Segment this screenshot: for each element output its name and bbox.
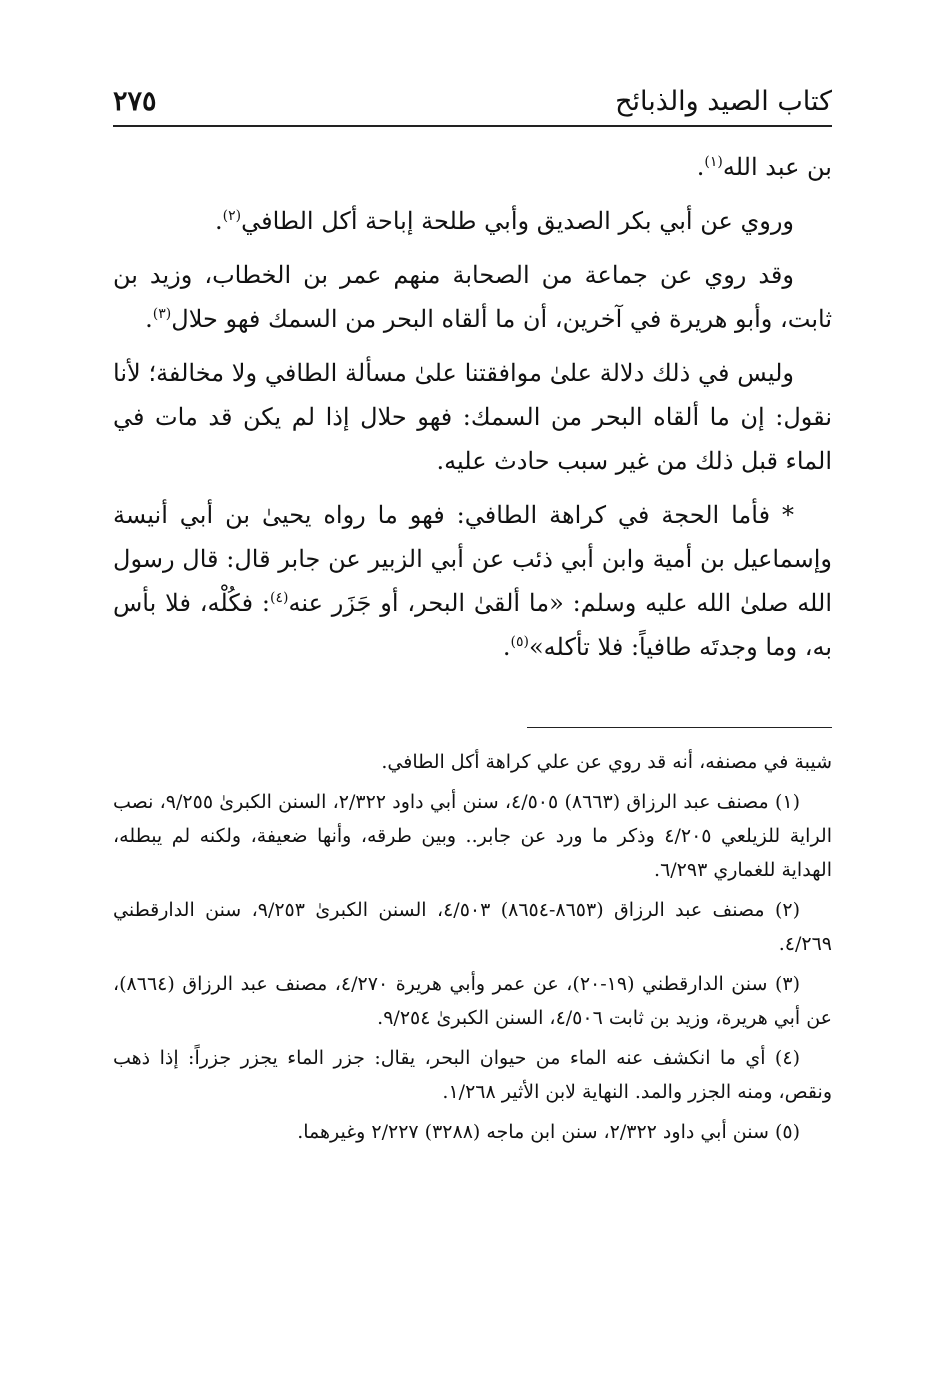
page-number: ٢٧٥: [113, 86, 157, 117]
footnote-4: (٤) أي ما انكشف عنه الماء من حيوان البحر، يقال: جزر الماء يجزر جزراً: إذا ذهب ونقص، ومنه الجزر والمد. النهاية لابن الأثير ١/٢٦٨.: [113, 1047, 832, 1103]
paragraph-2: وروي عن أبي بكر الصديق وأبي طلحة إباحة أكل الطافي$^{(٢)}$.: [215, 207, 794, 235]
paragraph-4: وليس في ذلك دلالة علىٰ موافقتنا علىٰ مسألة الطافي ولا مخالفة؛ لأنا نقول: إن ما ألقاه البحر من السمك: فهو حلال إذا لم يكن قد مات في الماء قبل ذلك من غير سبب حادث عليه.: [113, 359, 832, 475]
footnote-ref-2: (٢): [222, 208, 242, 224]
footnote-3: (٣) سنن الدارقطني (١٩-٢٠)، عن عمر وأبي هريرة ٤/٢٧٠، مصنف عبد الرزاق (٨٦٦٤)، عن أبي هريرة، وزيد بن ثابت ٤/٥٠٦، السنن الكبرىٰ ٩/٢٥٤.: [113, 973, 832, 1029]
footnote-ref-1: (١): [704, 154, 723, 170]
header-divider: [113, 125, 832, 127]
footnote-ref-3: (٣): [152, 306, 172, 322]
main-text: [113, 145, 832, 679]
running-header: [113, 82, 832, 122]
footnote-ref-5: (٥): [510, 634, 529, 650]
chapter-title: كتاب الصيد والذبائح: [615, 86, 832, 117]
footnotes: [113, 745, 832, 1155]
footnote-carryover: شيبة في مصنفه، أنه قد روي عن علي كراهة أكل الطافي.: [381, 751, 832, 773]
footnote-5: (٥) سنن أبي داود ٢/٣٢٢، سنن ابن ماجه (٣٢٨٨) ٢/٢٢٧ وغيرهما.: [297, 1121, 800, 1143]
paragraph-3: وقد روي عن جماعة من الصحابة منهم عمر بن الخطاب، وزيد بن ثابت، وأبو هريرة في آخرين، أن ما ألقاه البحر من السمك فهو حلال$^{(٣)}$.: [113, 261, 832, 333]
footnote-1: (١) مصنف عبد الرزاق (٨٦٦٣) ٤/٥٠٥، سنن أبي داود ٢/٣٢٢، السنن الكبرىٰ ٩/٢٥٥، نصب الراية للزيلعي ٤/٢٠٥ وذكر ما ورد عن جابر.. وبين طرقه، وأنها ضعيفة، ولكنه لم يبطله، الهداية للغماري ٦/٢٩٣.: [113, 791, 832, 881]
footnote-2: (٢) مصنف عبد الرزاق (٨٦٥٣-٨٦٥٤) ٤/٥٠٣، السنن الكبرىٰ ٩/٢٥٣، سنن الدارقطني ٤/٢٦٩.: [113, 899, 832, 955]
paragraph-5: * فأما الحجة في كراهة الطافي: فهو ما رواه يحيىٰ بن أبي أنيسة وإسماعيل بن أمية وابن أبي ذئب عن أبي الزبير عن جابر قال: قال رسول الله صلىٰ الله عليه وسلم: «ما ألقىٰ البحر، أو جَزَر عنه$^{(٤)}$: فكُلْه، فلا بأس به، وما وجدتَه طافياً: فلا تأكله»$^{(٥)}$.: [113, 501, 832, 661]
footnote-ref-4: (٤): [270, 590, 289, 606]
paragraph-1: بن عبد الله$^{(١)}$.: [696, 153, 832, 181]
footnote-divider: [527, 727, 832, 728]
